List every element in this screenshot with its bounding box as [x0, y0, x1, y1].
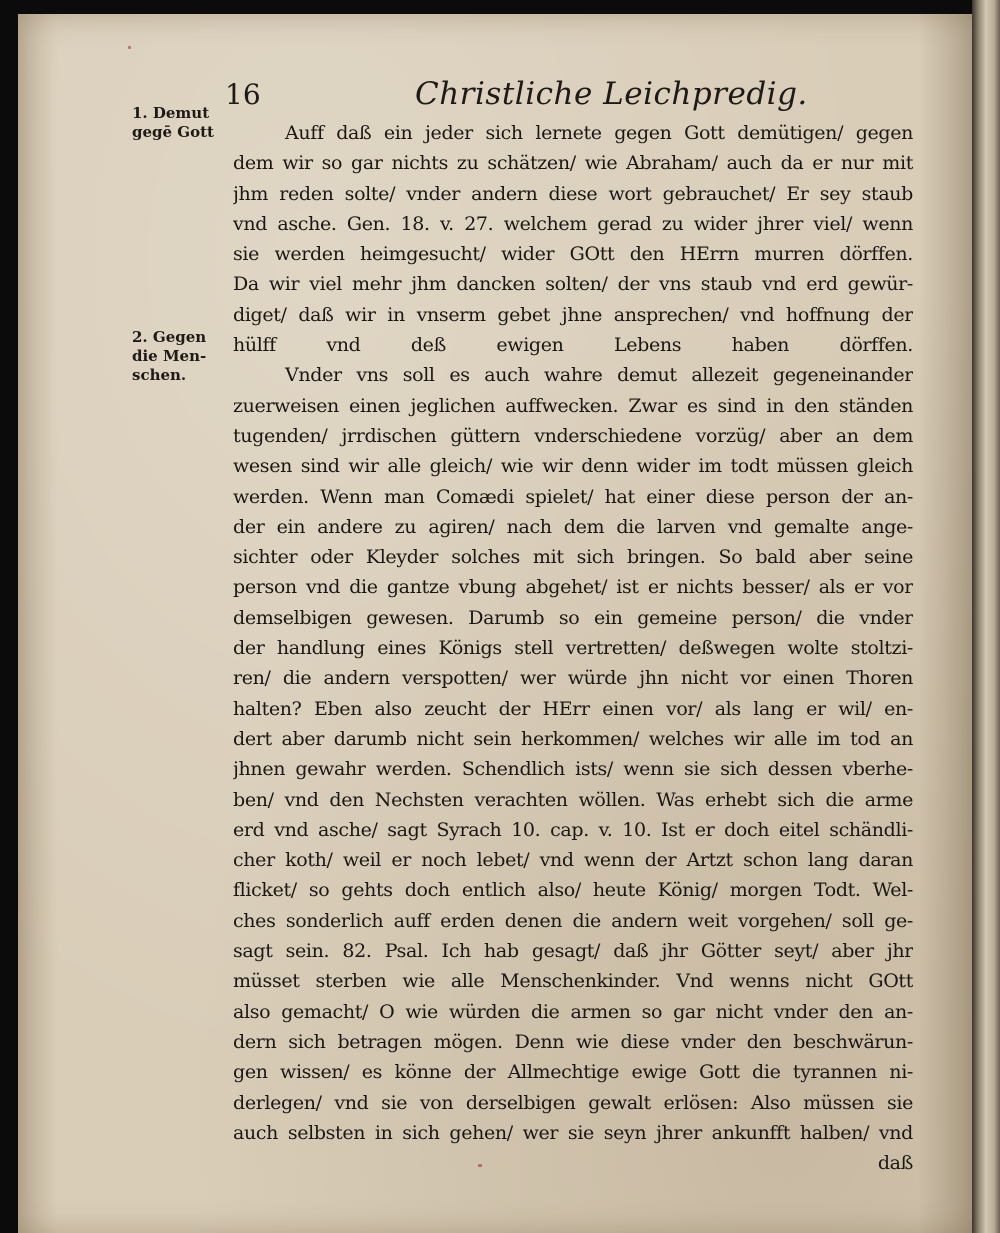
text-line: derlegen/ vnd sie von derselbigen gewalt erlösen: Also müssen sie [233, 1091, 913, 1114]
text-line: demselbigen gewesen. Darumb so ein gemeine person/ die vnder [233, 606, 913, 629]
margin-note-line: die Men- [132, 347, 207, 365]
text-line: zuerweisen einen jeglichen auffwecken. Zwar es sind in den ständen [233, 394, 913, 417]
margin-note-line: 2. Gegen [132, 328, 207, 346]
text-line: ren/ die andern verspotten/ wer würde jhn nicht vor einen Thoren [233, 667, 913, 690]
text-line: auch selbsten in sich gehen/ wer sie seyn jhrer ankunfft halben/ vnd [233, 1121, 913, 1144]
margin-note [132, 328, 232, 385]
paper-speck [128, 46, 131, 49]
text-line: sie werden heimgesucht/ wider GOtt den HErrn murren dörffen. [233, 243, 913, 266]
page-title: Christliche Leichpredig. [415, 76, 808, 112]
text-line: wesen sind wir alle gleich/ wie wir denn wider im todt müssen gleich [233, 455, 913, 478]
text-line: werden. Wenn man Comædi spielet/ hat einer diese person der an- [233, 485, 913, 508]
text-line: cher koth/ weil er noch lebet/ vnd wenn der Artzt schon lang daran [233, 849, 913, 872]
text-line: tugenden/ jrrdischen güttern vnderschiedene vorzüg/ aber an dem [233, 424, 913, 447]
text-line: jhnen gewahr werden. Schendlich ists/ wenn sie sich dessen vberhe- [233, 758, 913, 781]
text-line: also gemacht/ O wie würden die armen so gar nicht vnder den an- [233, 1000, 913, 1023]
text-line: jhm reden solte/ vnder andern diese wort gebrauchet/ Er sey staub [233, 182, 913, 205]
text-line: der handlung eines Königs stell vertretten/ deßwegen wolte stoltzi- [233, 637, 913, 660]
text-line: müsset sterben wie alle Menschenkinder. Vnd wenns nicht GOtt [233, 970, 913, 993]
margin-note [132, 104, 232, 142]
text-line: Da wir viel mehr jhm dancken solten/ der vns staub vnd erd gewür- [233, 273, 913, 296]
page-number: 16 [225, 78, 261, 111]
book-gutter [972, 0, 1000, 1233]
body-text [233, 118, 913, 1178]
text-line: flicket/ so gehts doch entlich also/ heute König/ morgen Todt. Wel- [233, 879, 913, 902]
text-line: sichter oder Kleyder solches mit sich bringen. So bald aber seine [233, 546, 913, 569]
catchword: daß [877, 1152, 913, 1175]
text-line: erd vnd asche/ sagt Syrach 10. cap. v. 10. Ist er doch eitel schändli- [233, 818, 913, 841]
text-line: dern sich betragen mögen. Denn wie diese vnder den beschwärun- [233, 1030, 913, 1053]
text-line: dert aber darumb nicht sein herkommen/ welches wir alle im tod an [233, 727, 913, 750]
text-line: gen wissen/ es könne der Allmechtige ewige Gott die tyrannen ni- [233, 1061, 913, 1084]
text-line: der ein andere zu agiren/ nach dem die larven vnd gemalte ange- [233, 515, 913, 538]
margin-note-line: gegē Gott [132, 123, 214, 141]
text-line: vnd asche. Gen. 18. v. 27. welchem gerad zu wider jhrer viel/ wenn [233, 212, 913, 235]
margin-note-line: 1. Demut [132, 104, 210, 122]
text-line: dem wir so gar nichts zu schätzen/ wie Abraham/ auch da er nur mit [233, 152, 913, 175]
running-head [215, 70, 925, 120]
text-line: sagt sein. 82. Psal. Ich hab gesagt/ daß jhr Götter seyt/ aber jhr [233, 940, 913, 963]
text-line: person vnd die gantze vbung abgehet/ ist er nichts besser/ als er vor [233, 576, 913, 599]
text-line: ches sonderlich auff erden denen die andern weit vorgehen/ soll ge- [233, 909, 913, 932]
text-line: halten? Eben also zeucht der HErr einen vor/ als lang er wil/ en- [233, 697, 913, 720]
margin-note-line: schen. [132, 366, 187, 384]
text-line: Vnder vns soll es auch wahre demut allezeit gegeneinander [285, 364, 913, 387]
text-line: hülff vnd deß ewigen Lebens haben dörffen. [233, 334, 913, 357]
text-line: diget/ daß wir in vnserm gebet jhne ansprechen/ vnd hoffnung der [233, 303, 913, 326]
text-line: Auff daß ein jeder sich lernete gegen Gott demütigen/ gegen [285, 122, 913, 144]
text-line: ben/ vnd den Nechsten verachten wöllen. Was erhebt sich die arme [233, 788, 913, 811]
